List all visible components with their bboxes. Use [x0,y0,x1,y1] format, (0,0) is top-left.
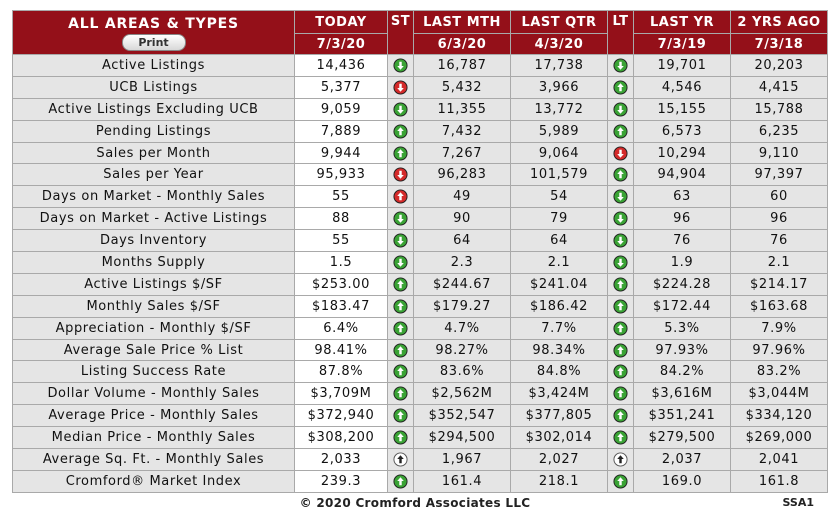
col-date-last-yr: 7/3/19 [634,34,731,55]
col-header-st: ST [388,11,414,55]
short-term-arrow-up-icon [388,120,414,142]
short-term-arrow-up-icon [388,186,414,208]
short-term-arrow-up-icon [388,449,414,471]
cell-two-yrs: 6,235 [731,120,828,142]
table-row [13,273,828,295]
cell-last-qtr: 3,966 [511,76,608,98]
metric-label: Days on Market - Active Listings [13,208,295,230]
cell-last-mth: 7,432 [414,120,511,142]
long-term-arrow-up-icon [608,361,634,383]
cell-last-mth: 83.6% [414,361,511,383]
table-title-cell [13,11,295,55]
table-row [13,405,828,427]
cell-today: 55 [295,186,388,208]
cell-last-yr: 169.0 [634,470,731,492]
cell-today: $372,940 [295,405,388,427]
short-term-arrow-up-icon [388,470,414,492]
metric-label: Active Listings Excluding UCB [13,98,295,120]
table-row [13,230,828,252]
long-term-arrow-up-icon [608,383,634,405]
cell-two-yrs: $334,120 [731,405,828,427]
cell-last-yr: 5.3% [634,317,731,339]
cell-today: 95,933 [295,164,388,186]
cell-two-yrs: $3,044M [731,383,828,405]
cell-last-qtr: $241.04 [511,273,608,295]
cell-two-yrs: 4,415 [731,76,828,98]
short-term-arrow-up-icon [388,295,414,317]
market-stats-table [12,10,828,493]
cell-today: 14,436 [295,55,388,77]
long-term-arrow-down-icon [608,142,634,164]
table-row [13,427,828,449]
col-header-last-mth: LAST MTH [414,11,511,34]
cell-last-yr: 19,701 [634,55,731,77]
cell-two-yrs: 60 [731,186,828,208]
cell-today: 55 [295,230,388,252]
col-header-lt: LT [608,11,634,55]
cell-last-mth: 96,283 [414,164,511,186]
cell-two-yrs: 7.9% [731,317,828,339]
metric-label: Appreciation - Monthly $/SF [13,317,295,339]
cell-last-mth: 4.7% [414,317,511,339]
cell-last-qtr: 9,064 [511,142,608,164]
cell-two-yrs: $214.17 [731,273,828,295]
long-term-arrow-down-icon [608,252,634,274]
cell-today: 7,889 [295,120,388,142]
cell-last-qtr: 13,772 [511,98,608,120]
table-row [13,383,828,405]
long-term-arrow-up-icon [608,405,634,427]
cell-today: $253.00 [295,273,388,295]
col-date-last-mth: 6/3/20 [414,34,511,55]
cell-two-yrs: 83.2% [731,361,828,383]
cell-today: 6.4% [295,317,388,339]
cell-two-yrs: 76 [731,230,828,252]
cell-last-mth: $179.27 [414,295,511,317]
long-term-arrow-up-icon [608,273,634,295]
long-term-arrow-down-icon [608,55,634,77]
metric-label: Months Supply [13,252,295,274]
cell-last-yr: 63 [634,186,731,208]
short-term-arrow-up-icon [388,361,414,383]
cell-last-qtr: $302,014 [511,427,608,449]
cell-last-qtr: 64 [511,230,608,252]
long-term-arrow-up-icon [608,470,634,492]
cell-last-yr: 94,904 [634,164,731,186]
footer [12,493,818,511]
cell-last-mth: 49 [414,186,511,208]
table-row [13,470,828,492]
cell-today: 88 [295,208,388,230]
table-header [13,11,828,55]
table-row [13,76,828,98]
short-term-arrow-down-icon [388,55,414,77]
metric-label: Average Sq. Ft. - Monthly Sales [13,449,295,471]
cell-last-yr: $351,241 [634,405,731,427]
metric-label: Sales per Year [13,164,295,186]
cell-last-yr: $279,500 [634,427,731,449]
cell-last-mth: $352,547 [414,405,511,427]
cell-last-yr: 96 [634,208,731,230]
metric-label: Active Listings $/SF [13,273,295,295]
table-row [13,208,828,230]
cell-today: 1.5 [295,252,388,274]
cell-last-qtr: 17,738 [511,55,608,77]
cell-last-mth: 98.27% [414,339,511,361]
short-term-arrow-down-icon [388,76,414,98]
long-term-arrow-down-icon [608,230,634,252]
metric-label: Average Price - Monthly Sales [13,405,295,427]
cell-last-qtr: 84.8% [511,361,608,383]
col-header-two-yrs-ago: 2 YRS AGO [731,11,828,34]
cell-last-yr: 84.2% [634,361,731,383]
cell-last-qtr: 7.7% [511,317,608,339]
cell-last-qtr: 218.1 [511,470,608,492]
metric-label: Cromford® Market Index [13,470,295,492]
cell-last-yr: $172.44 [634,295,731,317]
short-term-arrow-up-icon [388,339,414,361]
metric-label: Pending Listings [13,120,295,142]
cell-last-yr: 97.93% [634,339,731,361]
cell-last-yr: $3,616M [634,383,731,405]
cell-last-yr: 2,037 [634,449,731,471]
table-row [13,449,828,471]
metric-label: Average Sale Price % List [13,339,295,361]
cell-last-qtr: 79 [511,208,608,230]
cell-last-yr: 15,155 [634,98,731,120]
cell-today: 9,944 [295,142,388,164]
table-row [13,361,828,383]
cell-last-yr: 10,294 [634,142,731,164]
long-term-arrow-down-icon [608,208,634,230]
col-date-two-yrs-ago: 7/3/18 [731,34,828,55]
long-term-arrow-down-icon [608,98,634,120]
cell-today: 9,059 [295,98,388,120]
table-title: ALL AREAS & TYPES [68,16,239,32]
table-body [13,55,828,493]
col-header-today: TODAY [295,11,388,34]
cell-today: 98.41% [295,339,388,361]
short-term-arrow-down-icon [388,252,414,274]
cell-last-mth: 2.3 [414,252,511,274]
long-term-arrow-up-icon [608,120,634,142]
cell-last-qtr: 5,989 [511,120,608,142]
metric-label: Listing Success Rate [13,361,295,383]
metric-label: Days Inventory [13,230,295,252]
copyright-text: © 2020 Cromford Associates LLC [299,495,531,510]
cell-last-mth: $244.67 [414,273,511,295]
long-term-arrow-up-icon [608,295,634,317]
short-term-arrow-down-icon [388,230,414,252]
cell-two-yrs: 161.8 [731,470,828,492]
short-term-arrow-down-icon [388,164,414,186]
cell-two-yrs: 20,203 [731,55,828,77]
cell-two-yrs: 97,397 [731,164,828,186]
cell-last-yr: $224.28 [634,273,731,295]
table-row [13,55,828,77]
cell-two-yrs: 2,041 [731,449,828,471]
cell-today: 2,033 [295,449,388,471]
cell-two-yrs: 15,788 [731,98,828,120]
table-row [13,98,828,120]
long-term-arrow-up-icon [608,76,634,98]
cell-two-yrs: $269,000 [731,427,828,449]
cell-today: 87.8% [295,361,388,383]
cell-last-yr: 1.9 [634,252,731,274]
metric-label: UCB Listings [13,76,295,98]
long-term-arrow-up-icon [608,427,634,449]
cell-last-qtr: 2,027 [511,449,608,471]
long-term-arrow-up-icon [608,449,634,471]
table-row [13,164,828,186]
cell-last-mth: 7,267 [414,142,511,164]
report-code: SSA1 [782,495,814,509]
col-date-today: 7/3/20 [295,34,388,55]
col-header-last-yr: LAST YR [634,11,731,34]
cell-two-yrs: 97.96% [731,339,828,361]
short-term-arrow-up-icon [388,383,414,405]
col-header-last-qtr: LAST QTR [511,11,608,34]
long-term-arrow-up-icon [608,317,634,339]
col-date-last-qtr: 4/3/20 [511,34,608,55]
table-row [13,142,828,164]
cell-last-mth: 1,967 [414,449,511,471]
cell-today: $308,200 [295,427,388,449]
metric-label: Monthly Sales $/SF [13,295,295,317]
short-term-arrow-down-icon [388,98,414,120]
cell-last-mth: 90 [414,208,511,230]
cell-two-yrs: 2.1 [731,252,828,274]
cell-today: 5,377 [295,76,388,98]
cell-last-qtr: $377,805 [511,405,608,427]
cell-last-mth: $294,500 [414,427,511,449]
cell-last-mth: 64 [414,230,511,252]
table-row [13,252,828,274]
cell-today: 239.3 [295,470,388,492]
long-term-arrow-up-icon [608,164,634,186]
metric-label: Median Price - Monthly Sales [13,427,295,449]
cell-last-mth: 16,787 [414,55,511,77]
cell-two-yrs: 9,110 [731,142,828,164]
table-row [13,186,828,208]
table-row [13,339,828,361]
metric-label: Days on Market - Monthly Sales [13,186,295,208]
cell-last-mth: 11,355 [414,98,511,120]
cell-last-qtr: 54 [511,186,608,208]
short-term-arrow-up-icon [388,273,414,295]
cell-two-yrs: $163.68 [731,295,828,317]
cell-last-qtr: $3,424M [511,383,608,405]
cell-today: $183.47 [295,295,388,317]
cell-last-qtr: 98.34% [511,339,608,361]
cell-last-qtr: 2.1 [511,252,608,274]
table-row [13,295,828,317]
cell-last-yr: 4,546 [634,76,731,98]
cell-last-yr: 6,573 [634,120,731,142]
print-button[interactable]: Print [122,34,186,51]
table-row [13,317,828,339]
cell-last-qtr: $186.42 [511,295,608,317]
metric-label: Active Listings [13,55,295,77]
cell-last-mth: $2,562M [414,383,511,405]
long-term-arrow-up-icon [608,339,634,361]
short-term-arrow-up-icon [388,405,414,427]
cell-two-yrs: 96 [731,208,828,230]
cell-last-yr: 76 [634,230,731,252]
short-term-arrow-up-icon [388,317,414,339]
short-term-arrow-up-icon [388,427,414,449]
table-row [13,120,828,142]
cell-today: $3,709M [295,383,388,405]
long-term-arrow-down-icon [608,186,634,208]
cell-last-mth: 161.4 [414,470,511,492]
metric-label: Sales per Month [13,142,295,164]
cell-last-mth: 5,432 [414,76,511,98]
cell-last-qtr: 101,579 [511,164,608,186]
short-term-arrow-up-icon [388,142,414,164]
metric-label: Dollar Volume - Monthly Sales [13,383,295,405]
market-summary-panel [12,10,821,511]
short-term-arrow-down-icon [388,208,414,230]
